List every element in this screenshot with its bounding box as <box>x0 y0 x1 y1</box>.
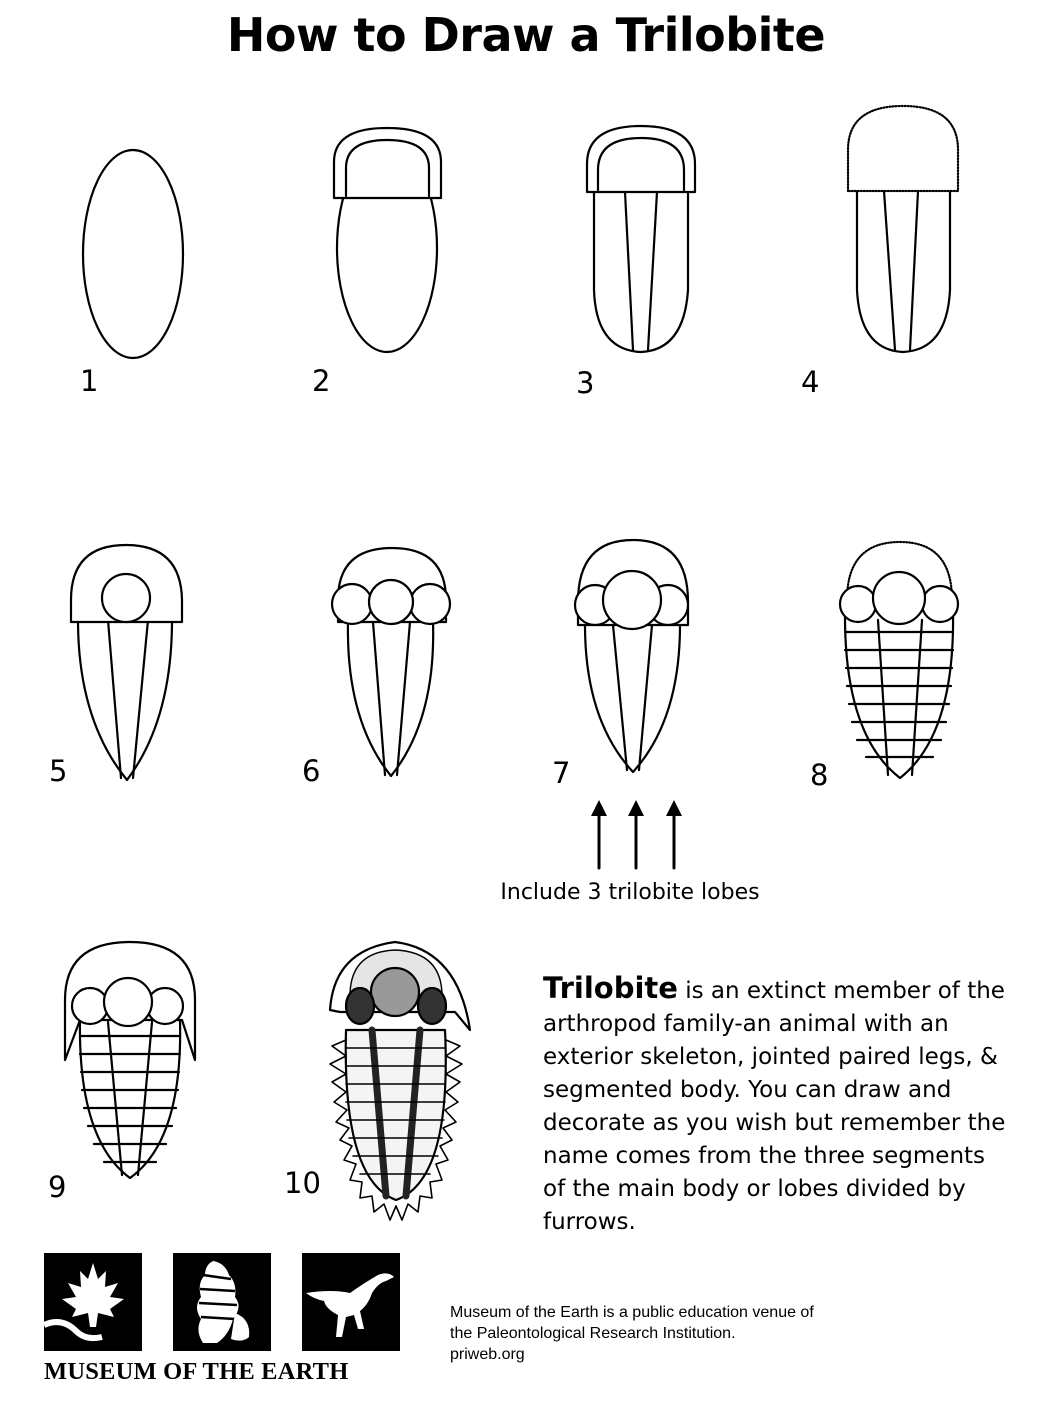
step-number: 4 <box>801 365 820 399</box>
shell-icon <box>173 1253 271 1351</box>
step-number: 1 <box>80 364 99 398</box>
step-7-drawing <box>575 540 688 772</box>
step-number: 5 <box>49 754 68 788</box>
maple-leaf-icon <box>44 1253 142 1351</box>
step-10-drawing <box>330 942 470 1220</box>
step-2-drawing <box>334 128 441 352</box>
step-8-drawing <box>840 542 958 778</box>
step-3-drawing <box>587 126 695 352</box>
step-number: 2 <box>312 364 331 398</box>
step-number: 7 <box>552 756 571 790</box>
step-number: 6 <box>302 754 321 788</box>
step-5-drawing <box>71 545 182 780</box>
step-6-drawing <box>332 548 450 776</box>
dinosaur-icon <box>302 1253 400 1351</box>
lobes-caption: Include 3 trilobite lobes <box>500 880 760 905</box>
step-9-drawing <box>65 942 195 1178</box>
footer-link[interactable]: priweb.org <box>450 1346 525 1363</box>
description-term: Trilobite <box>543 971 678 1005</box>
museum-name: MUSEUM OF THE EARTH <box>44 1358 349 1385</box>
step-number: 3 <box>576 366 595 400</box>
footer-line-1: Museum of the Earth is a public education venue of <box>450 1304 814 1321</box>
footer-line-2: the Paleontological Research Institution. <box>450 1325 736 1342</box>
trilobite-description <box>543 972 1013 1239</box>
step-number: 10 <box>284 1166 321 1200</box>
step-4-drawing <box>848 106 958 352</box>
arrow-icons <box>591 800 682 868</box>
step-1-drawing <box>83 150 183 358</box>
description-body: is an extinct member of the arthropod family-an animal with an exterior skeleton, jointed paired legs, & segmented body. You can draw and decorate as you wish but remember the name comes from the three segments of the main body or lobes divided by furrows. <box>543 978 1006 1235</box>
step-number: 9 <box>48 1170 67 1204</box>
museum-logo <box>44 1253 400 1351</box>
footer-note <box>450 1302 950 1365</box>
step-number: 8 <box>810 758 829 792</box>
page-title: How to Draw a Trilobite <box>226 8 826 62</box>
